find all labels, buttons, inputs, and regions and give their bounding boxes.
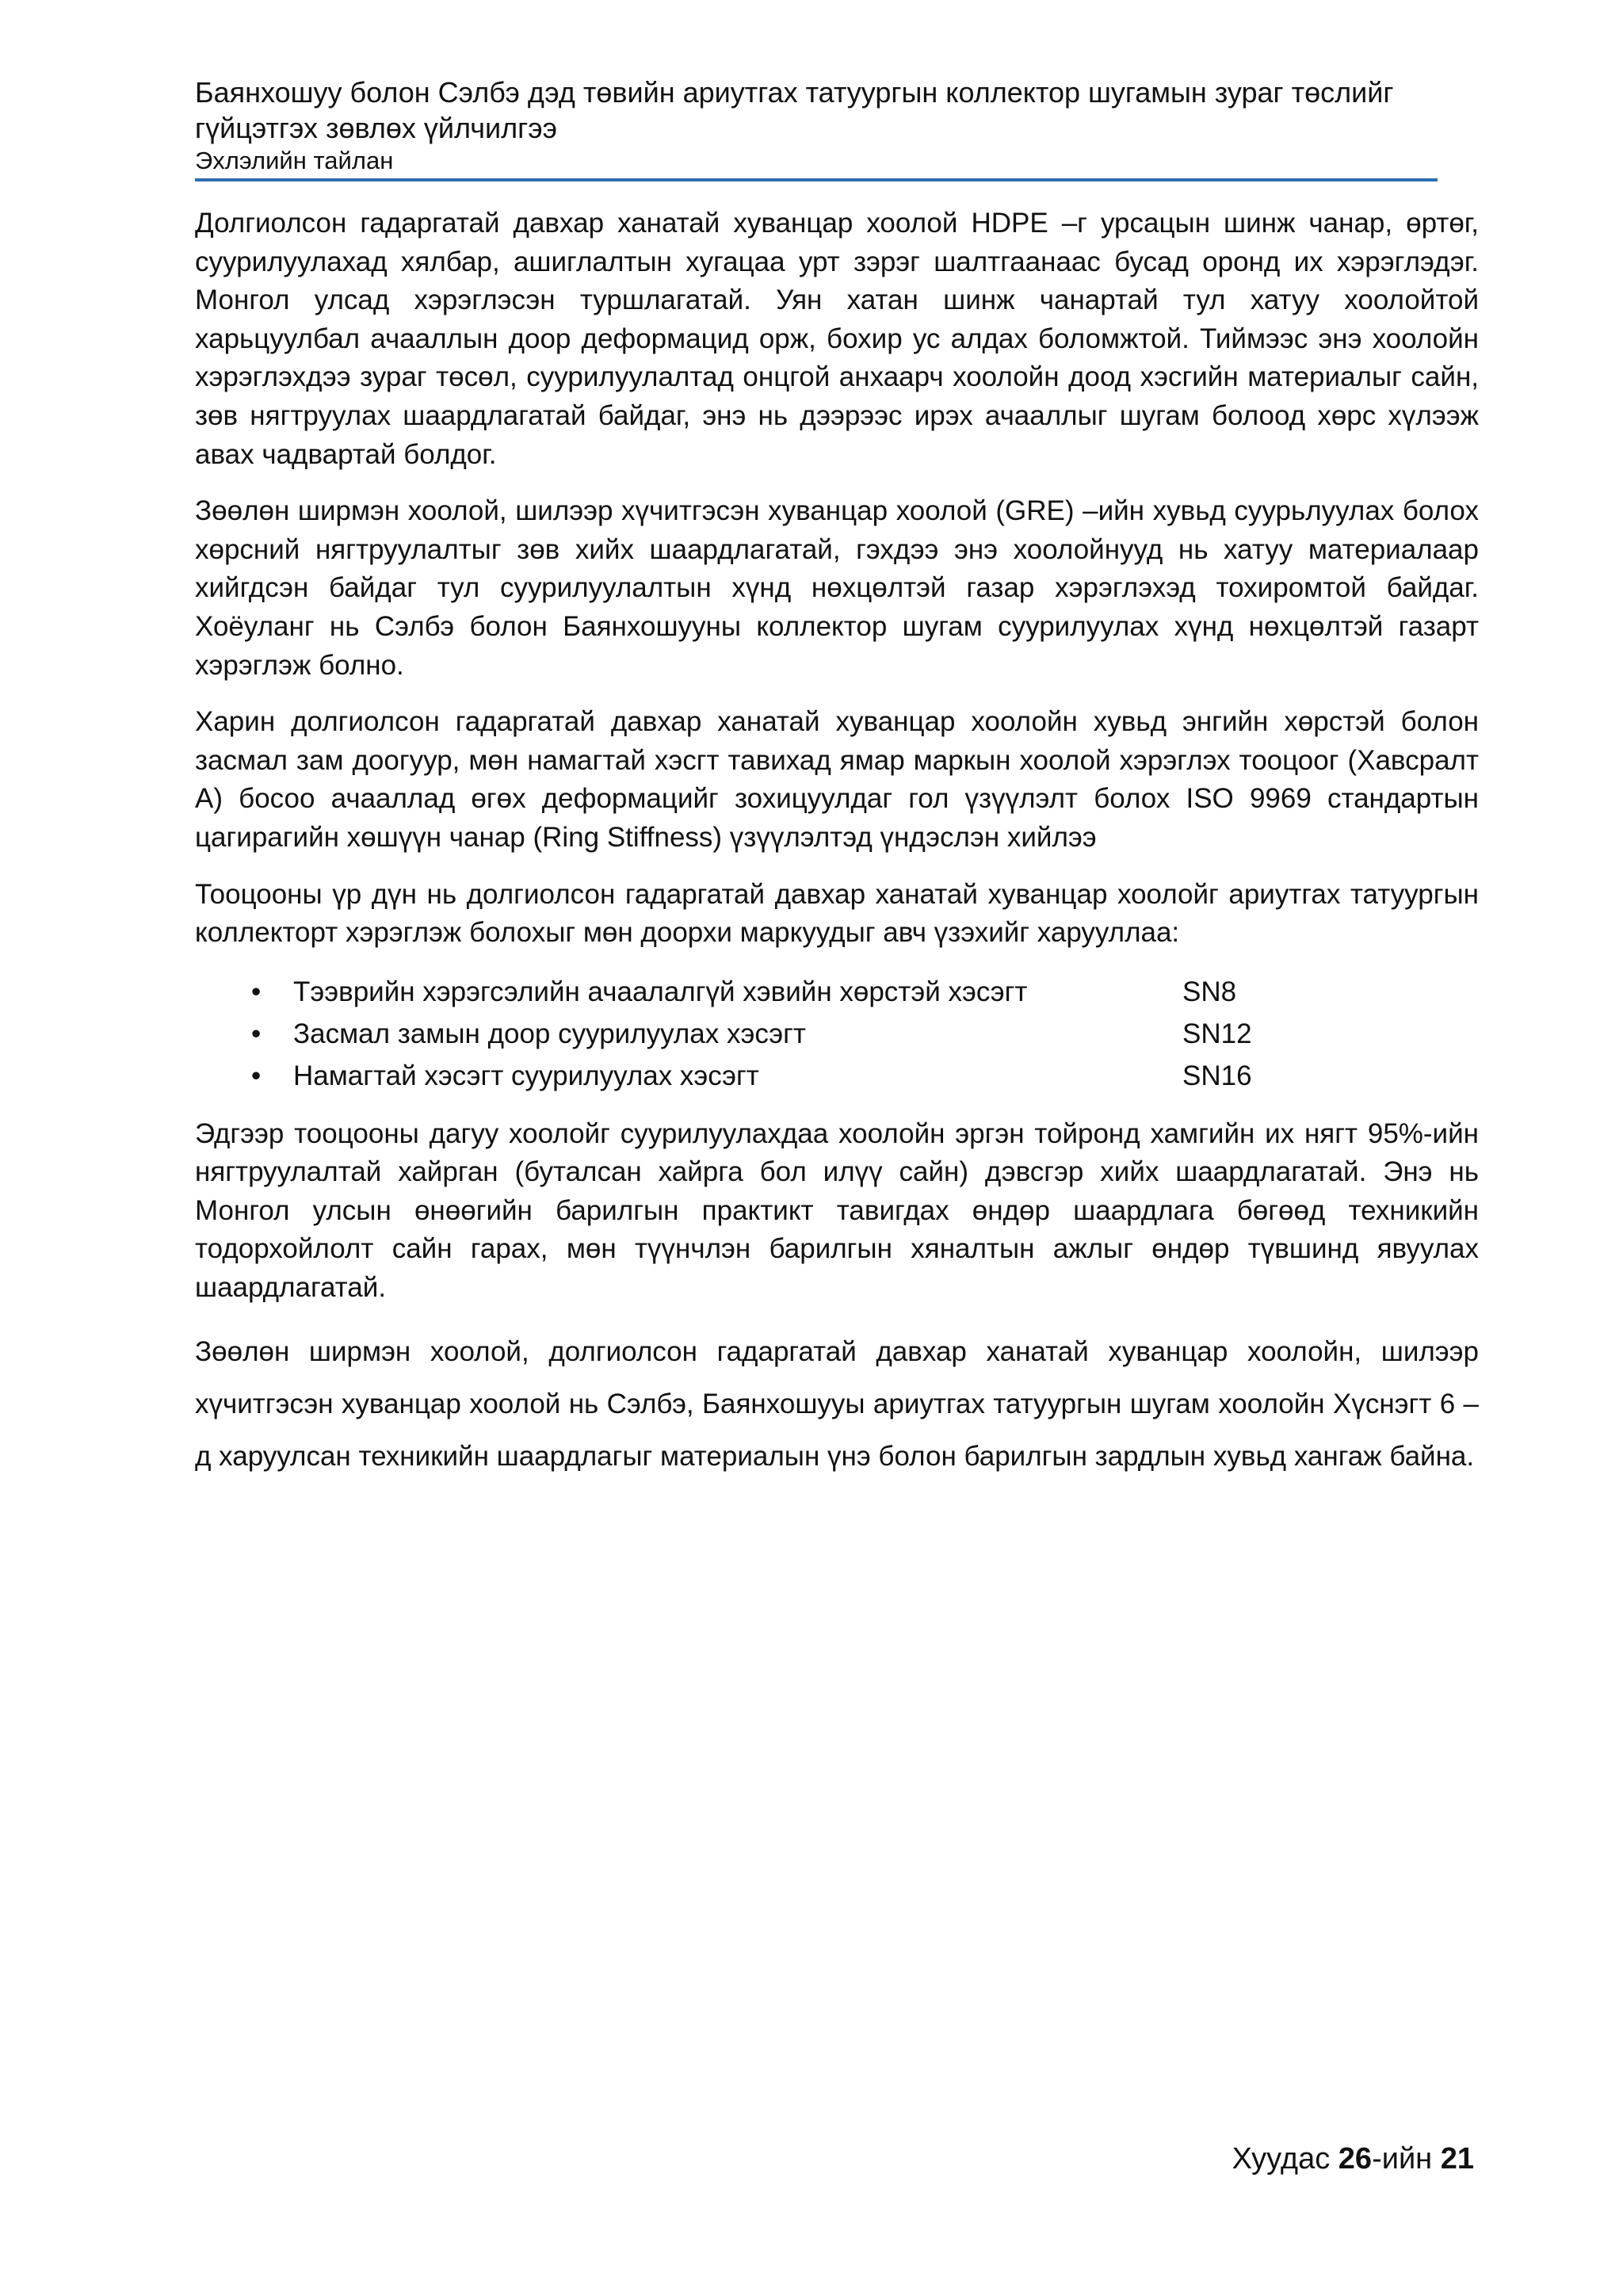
current-page: 21 [1440, 2142, 1474, 2176]
list-item-text: Засмал замын доор суурилуулах хэсэгт [293, 1018, 806, 1049]
paragraph-ductile-gre: Зөөлөн ширмэн хоолой, шилээр хүчитгэсэн хуванцар хоолой (GRE) –ийн хувьд суурьлуулах болох хөрсний нягтруулалтыг зөв хийх шаардлагатай, гэхдээ энэ хоолойнууд нь хатуу материалаар хийгдсэн байдаг тул суурилуулалтын хүнд нөхцөлтэй газар хэрэглэхэд тохиромтой байдаг. Хоёуланг нь Сэлбэ болон Баянхошууны коллектор шугам суурилуулах хүнд нөхцөлтэй газарт хэрэглэж болно. [195, 495, 1479, 681]
list-item-class: SN16 [1182, 1060, 1252, 1091]
paragraph-conclusion: Зөөлөн ширмэн хоолой, долгиолсон гадаргатай давхар ханатай хуванцар хоолойн, шилээр хүчитгэсэн хуванцар хоолой нь Сэлбэ, Баянхошууы ариутгах татуургын шугам хоолойн Хүснэгт 6 –д харуулсан техникийн шаардлагыг материалын үнэ болон барилгын зардлын хувьд хангаж байна. [195, 1335, 1479, 1472]
paragraph-compaction: Эдгээр тооцооны дагуу хоолойг суурилуулахдаа хоолойн эргэн тойронд хамгийн их нягт 95%-ийн нягтруулалтай хайрган (буталсан хайрга бол илүү сайн) дэвсгэр хийх шаардлагатай. Энэ нь Монгол улсын өнөөгийн барилгын практикт тавигдах өндөр шаардлага бөгөөд техникийн тодорхойлолт сайн гарах, мөн түүнчлэн барилгын хяналтын ажлыг өндөр түвшинд явуулах шаардлагатай. [195, 1117, 1479, 1304]
document-title: Баянхошуу болон Сэлбэ дэд төвийн ариутгах татуургын коллектор шугамын зураг төслийг гүйцэтгэх зөвлөх үйлчилгээ [195, 76, 1394, 144]
page-header [195, 74, 1479, 176]
list-item [195, 971, 1479, 1013]
list-item-text: Намагтай хэсэгт суурилуулах хэсэгт [293, 1060, 759, 1091]
paragraph-results: Тооцооны үр дүн нь долгиолсон гадаргатай давхар ханатай хуванцар хоолойг ариутгах татуургын коллекторт хэрэглэж болохыг мөн доорхи маркуудыг авч үзэхийг харууллаа: [195, 878, 1479, 949]
page-suffix: -ийн [1372, 2142, 1441, 2176]
paragraph-hdpe: Долгиолсон гадаргатай давхар ханатай хуванцар хоолой HDPE –г урсацын шинж чанар, өртөг, суурилуулахад хялбар, ашиглалтын хугацаа урт зэрэг шалтгаанаас бусад оронд их хэрэглэдэг. Монгол улсад хэрэглэсэн туршлагатай. Уян хатан шинж чанартай тул хатуу хоолойтой харьцуулбал ачааллын доор деформацид орж, бохир ус алдах боломжтой. Тиймээс энэ хоолойн хэрэглэхдээ зураг төсөл, суурилуулалтад онцгой анхаарч хоолойн доод хэсгийн материалыг сайн, зөв нягтруулах шаардлагатай байдаг, энэ нь дээрээс ирэх ачааллыг шугам болоод хөрс хүлээж авах чадвартай болдог. [195, 208, 1479, 470]
page-body [195, 204, 1479, 1501]
total-pages: 26 [1338, 2142, 1373, 2176]
list-item [195, 1055, 1479, 1097]
pipe-class-list [195, 971, 1479, 1097]
page-number [1232, 2140, 1474, 2178]
bullet-icon: • [251, 976, 262, 1007]
document-subtitle: Эхлэлийн тайлан [195, 147, 394, 174]
paragraph-ring-stiffness: Харин долгиолсон гадаргатай давхар ханатай хуванцар хоолойн хувьд энгийн хөрстэй болон засмал зам доогуур, мөн намагтай хэсгт тавихад ямар маркын хоолой хэрэглэх тооцоог (Хавсралт А) босоо ачааллад өгөх деформацийг зохицуулдаг гол үзүүлэлт болох ISO 9969 стандартын цагирагийн хөшүүн чанар (Ring Stiffness) үзүүлэлтэд үндэслэн хийлээ [195, 706, 1479, 853]
list-item-text: Тээврийн хэрэгсэлийн ачаалалгүй хэвийн хөрстэй хэсэгт [293, 976, 1028, 1007]
page-label: Хуудас [1232, 2142, 1338, 2176]
bullet-icon: • [251, 1018, 262, 1049]
list-item-class: SN8 [1182, 976, 1237, 1007]
list-item-class: SN12 [1182, 1018, 1252, 1049]
list-item [195, 1013, 1479, 1055]
header-divider [195, 178, 1438, 181]
bullet-icon: • [251, 1060, 262, 1091]
